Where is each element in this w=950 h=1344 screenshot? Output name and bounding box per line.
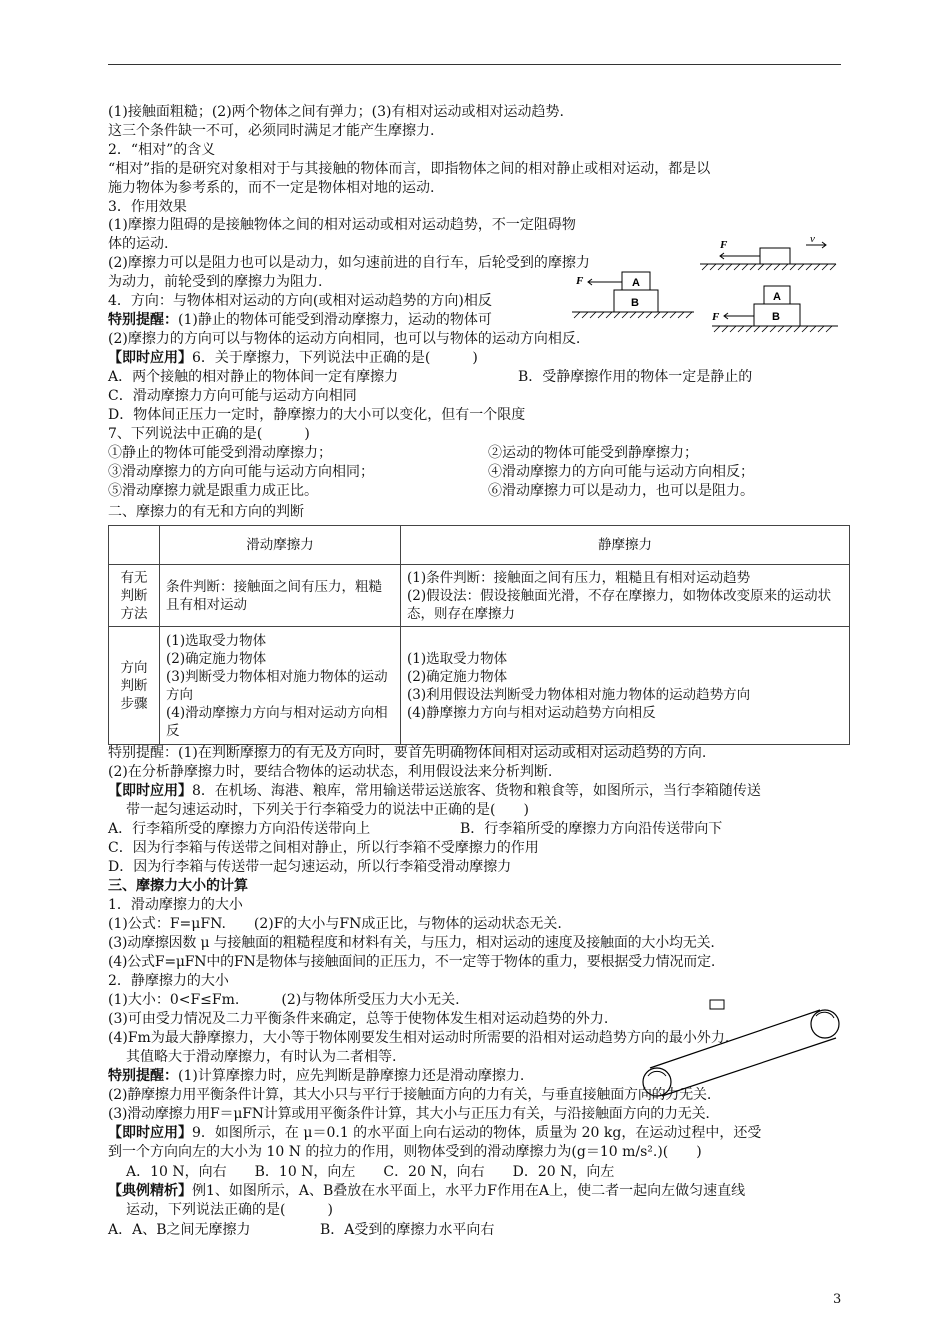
ground-hatch <box>574 312 692 318</box>
tip-label: 特别提醒： <box>108 1068 178 1084</box>
table-header-static: 静摩擦力 <box>401 526 850 565</box>
option-a: A．行李箱所受的摩擦力方向沿传送带向上 <box>108 821 371 837</box>
option-b: B．受静摩擦作用的物体一定是静止的 <box>518 369 753 385</box>
text-line: 其值略大于滑动摩擦力，有时认为二者相等. <box>126 1049 397 1065</box>
table-corner <box>109 526 160 565</box>
text-line: (1)接触面粗糙；(2)两个物体之间有弹力；(3)有相对运动或相对运动趋势. <box>108 104 564 120</box>
option-a: A．A、B之间无摩擦力 <box>108 1222 251 1238</box>
table-cell-line: (1)选取受力物体 <box>166 632 267 649</box>
text-line: 3．作用效果 <box>108 199 187 215</box>
text-line: 2．静摩擦力的大小 <box>108 973 229 989</box>
text-line: (3)可由受力情况及二力平衡条件来确定，总等于使物体发生相对运动趋势的外力. <box>108 1011 609 1027</box>
text-line: 到一个方向向左的大小为 10 N 的拉力的作用，则物体受到的滑动摩擦力为(g＝10 m/s².)( ) <box>108 1144 702 1160</box>
option-c: C．滑动摩擦力方向可能与运动方向相同 <box>108 388 357 404</box>
ground-hatch <box>714 326 832 332</box>
table-cell-line: (2)确定施力物体 <box>407 668 508 685</box>
table-header-sliding: 滑动摩擦力 <box>160 526 401 565</box>
figure-stack-force-on-a <box>568 266 696 326</box>
table-cell-line: (2)确定施力物体 <box>166 650 267 667</box>
text-line: (2)在分析静摩擦力时，要结合物体的运动状态，利用假设法来分析判断. <box>108 764 553 780</box>
section-heading: 三、摩擦力大小的计算 <box>108 878 248 894</box>
text-line <box>108 782 761 801</box>
statement: ③滑动摩擦力的方向可能与运动方向相同； <box>108 464 374 480</box>
options-line: A．10 N，向右 B．10 N，向左 C．20 N，向右 D．20 N，向左 <box>126 1164 615 1180</box>
table-cell-line: (3)判断受力物体相对施力物体的运动方向 <box>166 668 388 703</box>
luggage-box <box>710 1000 724 1009</box>
block-a-label: A <box>632 277 640 289</box>
question-text: 6．关于摩擦力，下列说法中正确的是( ) <box>192 350 478 366</box>
option-a: A．两个接触的相对静止的物体间一定有摩擦力 <box>108 369 399 385</box>
text-line: 2．“相对”的含义 <box>108 142 216 158</box>
section-tag: 【典例精析】 <box>108 1183 192 1199</box>
block-b-label: B <box>631 297 639 309</box>
ground-hatch <box>702 264 836 270</box>
text-line <box>108 349 478 368</box>
section-tag: 【即时应用】 <box>108 1125 192 1141</box>
statement: ①静止的物体可能受到滑动摩擦力； <box>108 445 332 461</box>
section-heading: 二、摩擦力的有无和方向的判断 <box>108 504 304 520</box>
force-label: F <box>576 275 584 287</box>
text-line: (4)Fm为最大静摩擦力，大小等于物体刚要发生相对运动时所需要的沿相对运动趋势方向的最小外力. <box>108 1030 730 1046</box>
text-line: (2)摩擦力的方向可以与物体的运动方向相同，也可以与物体的运动方向相反. <box>108 331 581 347</box>
question-text: 例1、如图所示，A、B叠放在水平面上，水平力F作用在A上，使二者一起向左做匀速直线 <box>192 1183 746 1199</box>
force-label: F <box>720 239 728 251</box>
option-d: D．物体间正压力一定时，静摩擦力的大小可以变化，但有一个限度 <box>108 407 526 423</box>
table-cell-line: (4)滑动摩擦力方向与相对运动方向相反 <box>166 704 388 739</box>
question-text: 7、下列说法中正确的是( ) <box>108 426 310 442</box>
tip-label: 特别提醒： <box>108 312 178 328</box>
text-line: 运动，下列说法正确的是( ) <box>126 1202 333 1218</box>
table-cell <box>401 627 850 745</box>
judgment-table <box>108 525 850 745</box>
text-line: 带一起匀速运动时，下列关于行李箱受力的说法中正确的是( ) <box>126 802 529 818</box>
table-cell-line: (2)假设法：假设接触面光滑，不存在摩擦力，如物体改变原来的运动状态，则存在摩擦力 <box>407 587 832 622</box>
block <box>760 248 790 264</box>
text-line: 这三个条件缺一不可，必须同时满足才能产生摩擦力. <box>108 123 435 139</box>
block-a-label: A <box>773 291 781 303</box>
header-rule <box>108 64 841 65</box>
text-line <box>108 1124 761 1143</box>
statement: ⑥滑动摩擦力可以是动力，也可以是阻力。 <box>488 483 754 499</box>
figure-stack-force-on-b <box>708 282 840 334</box>
tip-text: (1)静止的物体可能受到滑动摩擦力，运动的物体可 <box>178 312 492 328</box>
text-line: 4．方向：与物体相对运动的方向(或相对运动趋势的方向)相反 <box>108 293 492 309</box>
text-line: (4)公式F=μFN中的FN是物体与接触面间的正压力，不一定等于物体的重力，要根据受力情况而定. <box>108 954 716 970</box>
force-label: F <box>712 311 720 323</box>
question-text: 9．如图所示，在 μ＝0.1 的水平面上向右运动的物体，质量为 20 kg，在运动过程中，还受 <box>192 1125 762 1141</box>
table-cell-line: (3)利用假设法判断受力物体相对施力物体的运动趋势方向 <box>407 686 751 703</box>
table-cell-line: (4)静摩擦力方向与相对运动趋势方向相反 <box>407 704 656 721</box>
belt-top <box>650 1010 820 1068</box>
text-line: (1)公式：F=μFN. (2)F的大小与FN成正比，与物体的运动状态无关. <box>108 916 562 932</box>
pulley-right <box>811 1010 839 1038</box>
statement: ⑤滑动摩擦力就是跟重力成正比。 <box>108 483 318 499</box>
text-line: 体的运动. <box>108 236 169 252</box>
table-cell-line: (1)条件判断：接触面之间有压力，粗糙且有相对运动趋势 <box>407 569 751 586</box>
option-b: B．A受到的摩擦力水平向右 <box>320 1222 495 1238</box>
block-b-label: B <box>772 311 780 323</box>
statement: ④滑动摩擦力的方向可能与运动方向相反； <box>488 464 754 480</box>
option-b: B．行李箱所受的摩擦力方向沿传送带向下 <box>460 821 723 837</box>
text-line: 施力物体为参考系的，而不一定是物体相对地的运动. <box>108 180 435 196</box>
text-line <box>108 1067 524 1086</box>
text-line <box>108 1182 745 1201</box>
table-cell: 条件判断：接触面之间有压力，粗糙且有相对运动 <box>160 565 401 627</box>
option-c: C．因为行李箱与传送带之间相对静止，所以行李箱不受摩擦力的作用 <box>108 840 539 856</box>
text-line: 特别提醒：(1)在判断摩擦力的有无及方向时，要首先明确物体间相对运动或相对运动趋势的方向. <box>108 745 707 761</box>
table-cell <box>160 627 401 745</box>
tip-text: (1)计算摩擦力时，应先判断是静摩擦力还是滑动摩擦力. <box>178 1068 525 1084</box>
text-line: “相对”指的是研究对象相对于与其接触的物体而言，即指物体之间的相对静止或相对运动，都是以 <box>108 161 711 177</box>
question-text: 8．在机场、海港、粮库，常用输送带运送旅客、货物和粮食等，如图所示，当行李箱随传送 <box>192 783 761 799</box>
page-number: 3 <box>833 1292 842 1307</box>
text-line: (1)摩擦力阻碍的是接触物体之间的相对运动或相对运动趋势，不一定阻碍物 <box>108 217 576 233</box>
table-cell <box>401 565 850 627</box>
text-line <box>108 311 568 330</box>
statement: ②运动的物体可能受到静摩擦力； <box>488 445 698 461</box>
text-line: 1．滑动摩擦力的大小 <box>108 897 243 913</box>
figure-block-force <box>698 232 838 272</box>
table-category: 有无判断方法 <box>109 565 160 627</box>
section-tag: 【即时应用】 <box>108 783 192 799</box>
text-line: (3)动摩擦因数 μ 与接触面的粗糙程度和材料有关，与压力，相对运动的速度及接触面的大小均无关. <box>108 935 715 951</box>
text-line: (2)摩擦力可以是阻力也可以是动力，如匀速前进的自行车，后轮受到的摩擦力 <box>108 255 590 271</box>
text-line: (3)滑动摩擦力用F＝μFN计算或用平衡条件计算，其大小与正压力有关，与沿接触面方向的力无关. <box>108 1106 710 1122</box>
text-line: 为动力，前轮受到的摩擦力为阻力. <box>108 274 323 290</box>
table-cell-line: (1)选取受力物体 <box>407 650 508 667</box>
table-category: 方向判断步骤 <box>109 627 160 745</box>
text-line: (1)大小：0<F≤Fm. (2)与物体所受压力大小无关. <box>108 992 460 1008</box>
velocity-label: v <box>810 233 815 245</box>
section-tag: 【即时应用】 <box>108 350 192 366</box>
option-d: D．因为行李箱与传送带一起匀速运动，所以行李箱受滑动摩擦力 <box>108 859 512 875</box>
text-line: (2)静摩擦力用平衡条件计算，其大小只与平行于接触面方向的力有关，与垂直接触面方向的力无关. <box>108 1087 712 1103</box>
